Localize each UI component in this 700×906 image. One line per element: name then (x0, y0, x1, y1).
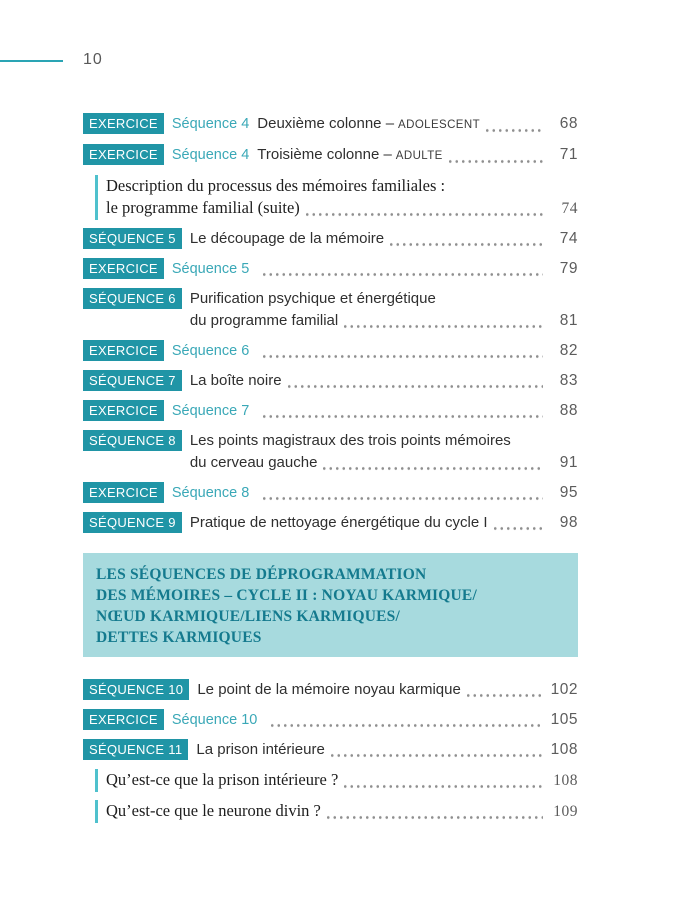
sequence-label: Séquence 6 (171, 343, 250, 359)
cycle-ii-heading-box (83, 553, 578, 657)
toc-subentry (95, 800, 578, 823)
sequence-badge: SÉQUENCE 9 (83, 512, 182, 533)
page-folio: 10 (83, 51, 103, 68)
toc-entry (83, 144, 578, 167)
page-number: 82 (559, 342, 578, 359)
page-number: 105 (550, 711, 578, 728)
exercice-badge: EXERCICE (83, 340, 164, 361)
page-number: 83 (559, 372, 578, 389)
dot-leader (484, 113, 543, 136)
toc-entry (83, 400, 578, 422)
header-rule (0, 60, 63, 62)
toc-subentry (95, 769, 578, 792)
exercice-badge: EXERCICE (83, 113, 164, 134)
entry-title: La boîte noire (189, 372, 282, 389)
page-number: 74 (561, 200, 578, 217)
entry-title: Deuxième colonne – (257, 115, 395, 132)
dot-leader (342, 769, 543, 792)
sequence-badge: SÉQUENCE 7 (83, 370, 182, 391)
teal-bar (95, 769, 98, 792)
subentry-line (106, 197, 578, 220)
exercice-badge: EXERCICE (83, 482, 164, 503)
toc-entry (83, 482, 578, 504)
entry-title-caps: ADOLESCENT (398, 119, 481, 131)
subentry-line (106, 800, 578, 823)
page-number: 108 (550, 741, 578, 758)
toc-entry (83, 258, 578, 280)
page-number: 88 (559, 402, 578, 419)
entry-title: Pratique de nettoyage énergétique du cycle I (189, 514, 488, 531)
page-number: 98 (559, 514, 578, 531)
toc-entry (83, 709, 578, 731)
page-number: 95 (559, 484, 578, 501)
subentry-text (106, 175, 578, 220)
sequence-label: Séquence 4 (171, 147, 250, 163)
cycle-heading-line: LES SÉQUENCES DE DÉPROGRAMMATION (96, 566, 427, 583)
sequence-label: Séquence 5 (171, 261, 250, 277)
entry-title: Troisième colonne – (257, 146, 392, 163)
dot-leader (447, 144, 543, 167)
page-number: 109 (553, 803, 578, 820)
sequence-label: Séquence 4 (171, 116, 250, 132)
toc-entry (83, 288, 578, 332)
subentry-line (106, 769, 578, 792)
toc-entry (83, 370, 578, 392)
subentry-line: Description du processus des mémoires familiales : (106, 176, 446, 195)
sequence-badge: SÉQUENCE 8 (83, 430, 182, 451)
sequence-label: Séquence 8 (171, 485, 250, 501)
dot-leader (492, 512, 543, 534)
entry-title-line (190, 310, 578, 332)
dot-leader (465, 679, 543, 701)
page-number: 108 (553, 772, 578, 789)
subentry-text (106, 769, 578, 792)
entry-title-line: Purification psychique et énergétique (189, 290, 436, 307)
sequence-badge: SÉQUENCE 5 (83, 228, 182, 249)
subentry-line-text: Qu’est-ce que la prison intérieure ? (106, 770, 339, 789)
entry-text (190, 430, 578, 474)
entry-title: La prison intérieure (196, 741, 325, 758)
toc-subentry (95, 175, 578, 220)
page-number: 102 (550, 681, 578, 698)
dot-leader (329, 739, 543, 761)
entry-text (190, 288, 578, 332)
dot-leader (261, 340, 543, 362)
page-number: 74 (559, 230, 578, 247)
page-number: 79 (559, 260, 578, 277)
page-number: 68 (559, 115, 578, 132)
cycle-heading-line: NŒUD KARMIQUE/LIENS KARMIQUES/ (96, 608, 400, 625)
toc-entry (83, 512, 578, 534)
entry-title-text: du cerveau gauche (189, 454, 318, 471)
exercice-badge: EXERCICE (83, 144, 164, 165)
dot-leader (304, 197, 543, 220)
sequence-label: Séquence 10 (171, 712, 258, 728)
table-of-contents (83, 113, 578, 831)
toc-entry (83, 340, 578, 362)
page-number: 81 (559, 312, 578, 329)
exercice-badge: EXERCICE (83, 709, 164, 730)
dot-leader (261, 258, 543, 280)
page-number: 71 (559, 146, 578, 163)
teal-bar (95, 175, 98, 220)
toc-entry (83, 113, 578, 136)
dot-leader (388, 228, 543, 250)
subentry-line-text: le programme familial (suite) (106, 198, 300, 217)
dot-leader (286, 370, 543, 392)
sequence-badge: SÉQUENCE 6 (83, 288, 182, 309)
subentry-text (106, 800, 578, 823)
dot-leader (269, 709, 543, 731)
entry-title-line: Les points magistraux des trois points mémoires (189, 432, 511, 449)
toc-entry (83, 228, 578, 250)
sequence-badge: SÉQUENCE 11 (83, 739, 188, 760)
toc-entry (83, 739, 578, 761)
dot-leader (325, 800, 543, 823)
dot-leader (261, 400, 543, 422)
dot-leader (261, 482, 543, 504)
dot-leader (342, 310, 543, 332)
entry-title-caps: ADULTE (395, 150, 443, 162)
cycle-heading-line: DES MÉMOIRES – CYCLE II : NOYAU KARMIQUE/ (96, 587, 477, 604)
toc-entry (83, 430, 578, 474)
exercice-badge: EXERCICE (83, 400, 164, 421)
sequence-label: Séquence 7 (171, 403, 250, 419)
page-number: 91 (559, 454, 578, 471)
dot-leader (321, 452, 543, 474)
cycle-heading-line: DETTES KARMIQUES (96, 629, 262, 646)
sequence-badge: SÉQUENCE 10 (83, 679, 189, 700)
teal-bar (95, 800, 98, 823)
subentry-line-text: Qu’est-ce que le neurone divin ? (106, 801, 321, 820)
entry-title: Le point de la mémoire noyau karmique (197, 681, 461, 698)
entry-title-text: du programme familial (189, 312, 339, 329)
entry-title: Le découpage de la mémoire (189, 230, 385, 247)
entry-title-line (190, 452, 578, 474)
toc-entry (83, 679, 578, 701)
exercice-badge: EXERCICE (83, 258, 164, 279)
